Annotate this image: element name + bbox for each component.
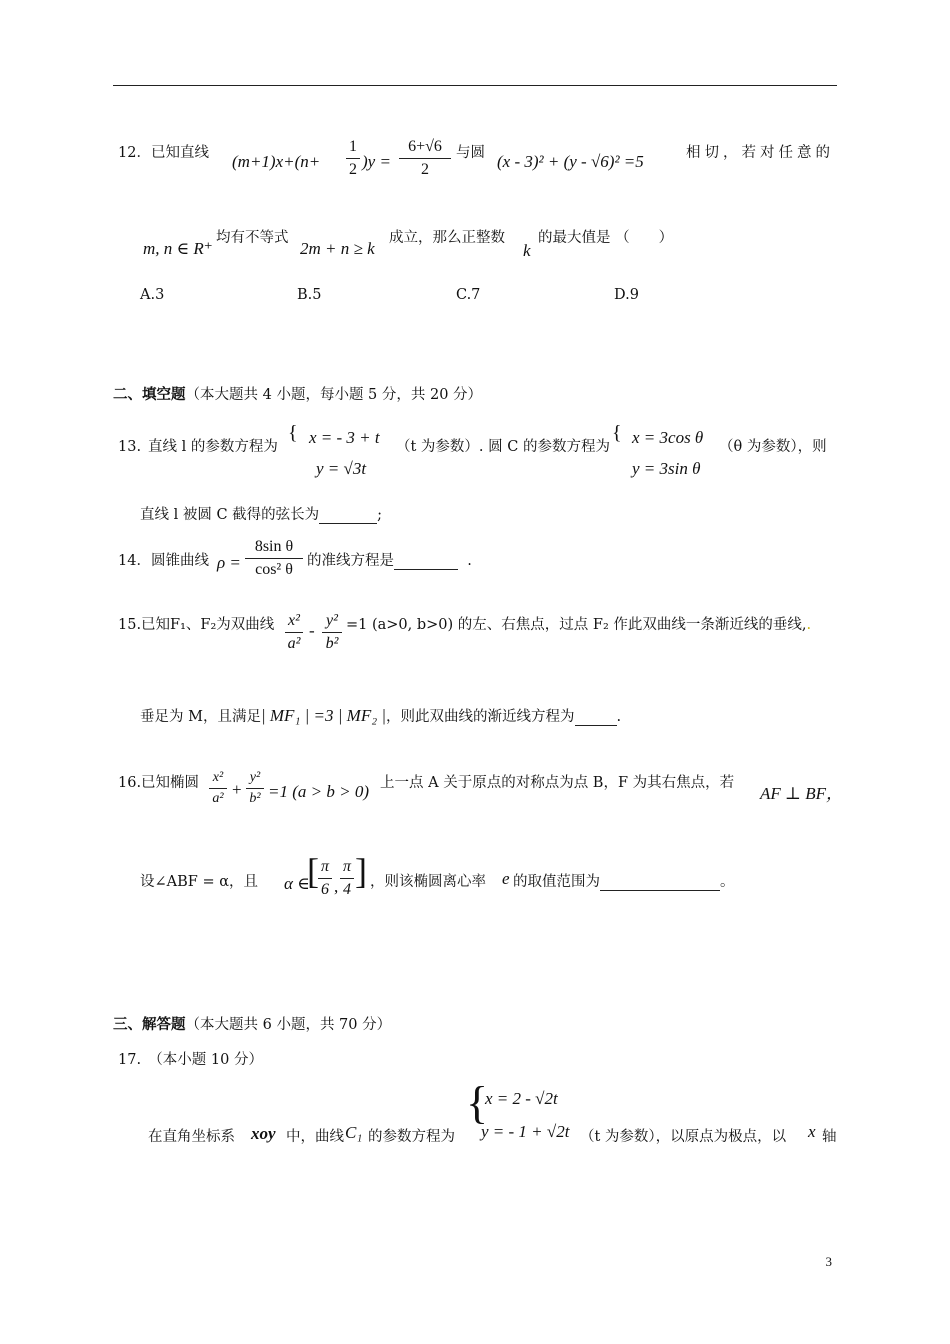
q17-number: 17. （本小题 10 分） [118,1052,263,1068]
q15-minus: - [309,621,315,640]
q12-circle-eq: (x - 3)² + (y - √6)² =5 [497,152,644,171]
q12-rhs-fraction: 6+√6 2 [399,138,451,179]
q13-number: 13. [118,439,142,455]
q12-condition-set: m, n ∈ R⁺ [143,239,213,258]
q16-text1: 上一点 A 关于原点的对称点为点 B，F 为其右焦点，若 [380,775,735,791]
q16-line2b: ，则该椭圆离心率 [370,874,486,890]
q16-line2a: 设∠ABF = α，且 [140,874,258,890]
q16-fraction-y: y² b² [246,770,264,807]
q12-yu-yuan: 与圆 [456,145,485,161]
q12-number: 12．已知直线 [118,145,209,161]
q16-alpha-in: α ∈ [284,874,310,893]
q13-eq2a: x = 3cos θ [632,428,704,447]
section-3-note: （本大题共 6 小题，共 70 分） [185,1017,392,1033]
q16-fraction-x: x² a² [209,770,227,807]
q12-max-text: 的最大值是 （ ） [538,230,674,246]
q13-eq2b: y = 3sin θ [632,459,701,478]
q12-eq-y: )y = [362,152,391,171]
q16-line2c: 的取值范围为 。 [513,874,735,890]
q17-c1: C₁ [345,1123,363,1142]
q13-answer-blank[interactable] [319,508,377,524]
q17-text5: 轴 [822,1129,837,1145]
q13-brace-1: { [288,422,298,444]
q17-text1: 在直角坐标系 [148,1129,235,1145]
section-2-title: 二、填空题 [113,386,186,403]
q16-bracket-left: [ [307,851,319,891]
q13-line2: 直线 l 被圆 C 截得的弦长为 ; [140,507,383,523]
q14-text: 的准线方程是 . [307,553,472,569]
q17-brace: { [466,1077,489,1128]
q17-eq-b: y = - 1 + √2t [481,1122,570,1141]
q13-param2: （θ 为参数），则 [719,439,827,455]
q15-line2: 垂足为 M，且满足| MF₁ | =3 | MF₂ |，则此双曲线的渐近线方程为 . [140,706,622,725]
q12-k-var: k [523,241,531,260]
q12-option-d: D.9 [614,287,639,303]
q14-rho: ρ = [217,553,241,572]
section-2-header [113,388,482,403]
q16-comma: , [334,877,339,896]
q13-text1: 直线 l 的参数方程为 [148,439,278,455]
page-number: 3 [825,1254,832,1269]
q12-tangent-text: 相切，若对任意的 [686,145,834,161]
q14-answer-blank[interactable] [394,554,458,570]
q16-interval-upper: π 4 [340,858,354,899]
q16-e-var: e [502,869,510,888]
q13-eq1a: x = - 3 + t [309,428,380,447]
q16-answer-blank[interactable] [600,875,720,891]
q12-ineq-text: 均有不等式 [216,230,289,246]
section-3-header [113,1018,391,1033]
section-3-title: 三、解答题 [113,1016,186,1033]
q12-option-a: A.3 [140,287,165,303]
q16-number: 16.已知椭圆 [118,775,200,791]
q14-number: 14．圆锥曲线 [118,553,209,569]
q17-eq-a: x = 2 - √2t [485,1089,558,1108]
q13-brace-2: { [612,422,622,444]
q16-condition: =1 (a > b > 0) [268,782,369,801]
q17-x-var: x [808,1122,816,1141]
q17-text4: （t 为参数），以原点为极点，以 [580,1129,787,1145]
q17-text2: 中，曲线 [286,1129,344,1145]
q17-xoy: xoy [251,1124,276,1143]
q12-inequality: 2m + n ≥ k [300,239,375,258]
q12-then-text: 成立，那么正整数 [389,230,505,246]
q12-option-b: B.5 [297,287,322,303]
q13-param1: （t 为参数）. 圆 C 的参数方程为 [396,439,610,455]
q15-fraction-x: x² a² [285,612,303,653]
q17-text3: 的参数方程为 [368,1129,455,1145]
q14-fraction: 8sin θ cos² θ [245,538,303,579]
q16-interval-lower: π 6 [318,858,332,899]
q15-answer-blank[interactable] [575,710,617,726]
q15-number: 15.已知F₁、F₂为双曲线 [118,617,275,633]
section-2-note: （本大题共 4 小题，每小题 5 分，共 20 分） [185,387,483,403]
header-rule [113,85,837,86]
q16-bracket-right: ] [355,851,367,891]
q15-fraction-y: y² b² [322,612,342,653]
q12-option-c: C.7 [456,287,481,303]
q12-half-fraction: 1 2 [346,138,360,179]
q15-text1: =1 (a>0, b>0) 的左、右焦点，过点 F₂ 作此双曲线一条渐近线的垂线,. [346,617,812,633]
q13-eq1b: y = √3t [316,459,367,478]
q16-plus: + [232,780,242,799]
q16-perpendicular: AF ⊥ BF， [760,784,844,803]
q12-eq-left: (m+1)x+(n+ [232,152,321,171]
